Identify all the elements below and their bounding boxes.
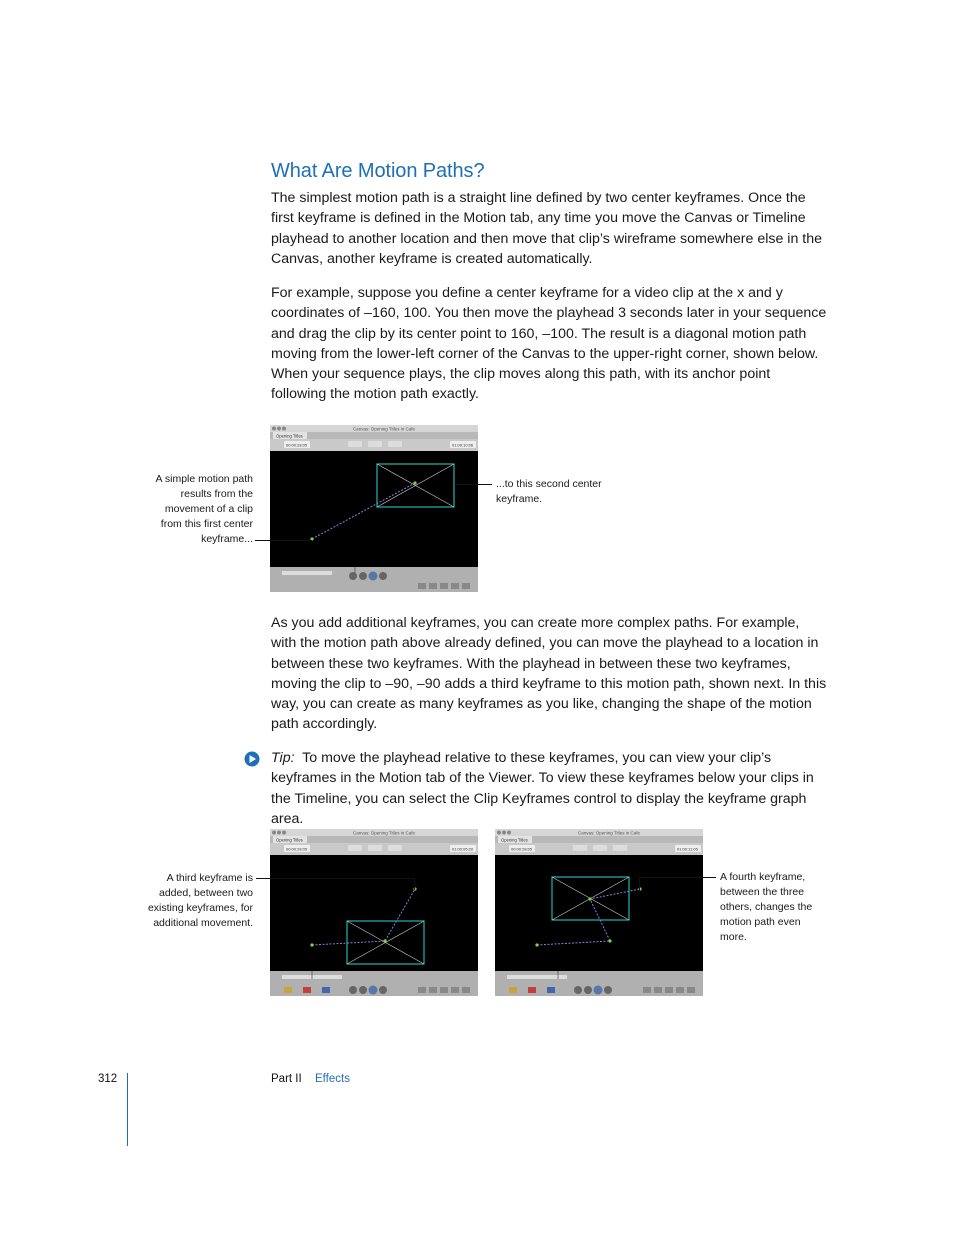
canvas-tab: Opening Titles bbox=[276, 837, 303, 843]
paragraph-intro: The simplest motion path is a straight line defined by two center keyframes. Once the first keyframe is defined in the Motion tab, any time you move the Canvas or Timeline playhead to another location and then move that clip’s wireframe somewhere else in the Canvas, another keyframe is created automatically. bbox=[271, 190, 823, 267]
canvas-title: Canvas: Opening Titles in Cafe bbox=[352, 830, 416, 836]
canvas-tab: Opening Titles bbox=[276, 433, 303, 439]
timecode-left: 00:00:28:05 bbox=[511, 846, 533, 852]
leader-line-fourth-keyframe-drop bbox=[639, 877, 640, 891]
leader-line-third-keyframe bbox=[256, 878, 414, 879]
canvas-title: Canvas: Opening Titles in Cafe bbox=[352, 426, 416, 432]
tip-arrow-icon bbox=[244, 751, 260, 767]
leader-line-fourth-keyframe bbox=[639, 877, 716, 878]
leader-line-first-keyframe bbox=[255, 540, 312, 541]
footer-part: Part II bbox=[271, 1073, 302, 1085]
paragraph-complex-paths: As you add additional keyframes, you can create more complex paths. For example, with the motion path above already defined, you can move the playhead to a location in between these two keyframes. With the playhead in between these two keyframes, moving the clip to –90, –90 adds a third keyframe to this motion path, shown next. In this way, you can create as many keyframes as you like, changing the shape of the motion path accordingly. bbox=[271, 615, 827, 733]
leader-line-second-keyframe bbox=[455, 484, 492, 485]
tip-label: Tip: bbox=[271, 750, 295, 766]
page-number: 312 bbox=[98, 1073, 118, 1085]
timecode-right: 01:00:05:20 bbox=[452, 846, 474, 852]
timecode-left: 00:00:28:05 bbox=[286, 846, 308, 852]
timecode-left: 00:00:28:05 bbox=[286, 442, 308, 448]
canvas-window-figure-2a bbox=[270, 829, 478, 996]
paragraph-example: For example, suppose you define a center keyframe for a video clip at the x and y coordinates of –160, 100. You then move the playhead 3 seconds later in your sequence and drag the clip by its center point to 160, –100. The result is a diagonal motion path moving from the lower-left corner of the Canvas to the upper-right corner, shown below. When your sequence plays, the clip moves along this path, with its anchor point following the motion path exactly. bbox=[271, 285, 827, 403]
footer-rule bbox=[127, 1073, 128, 1146]
caption-fourth-keyframe: A fourth keyframe, between the three others, changes the motion path even more. bbox=[720, 871, 813, 943]
leader-line-third-keyframe-drop bbox=[414, 878, 415, 890]
caption-first-keyframe: A simple motion path results from the movement of a clip from this first center keyframe... bbox=[155, 473, 253, 545]
tip-text: To move the playhead relative to these keyframes, you can view your clip’s keyframes in the Motion tab of the Viewer. To view these keyframes below your clips in the Timeline, you can select the Clip Keyframes control to display the keyframe graph area. bbox=[271, 750, 814, 827]
caption-third-keyframe: A third keyframe is added, between two existing keyframes, for additional movement. bbox=[147, 872, 253, 929]
canvas-tab: Opening Titles bbox=[501, 837, 528, 843]
page-title: What Are Motion Paths? bbox=[271, 160, 485, 182]
canvas-window-figure-2b bbox=[495, 829, 703, 996]
tip-paragraph bbox=[271, 748, 827, 829]
footer-section: Effects bbox=[315, 1073, 350, 1085]
canvas-window-figure-1 bbox=[270, 425, 478, 592]
caption-second-keyframe: ...to this second center keyframe. bbox=[496, 478, 602, 505]
canvas-title: Canvas: Opening Titles in Cafe bbox=[577, 830, 641, 836]
timecode-right: 01:00:11:05 bbox=[677, 846, 698, 852]
timecode-right: 01:00:10:06 bbox=[452, 442, 474, 448]
